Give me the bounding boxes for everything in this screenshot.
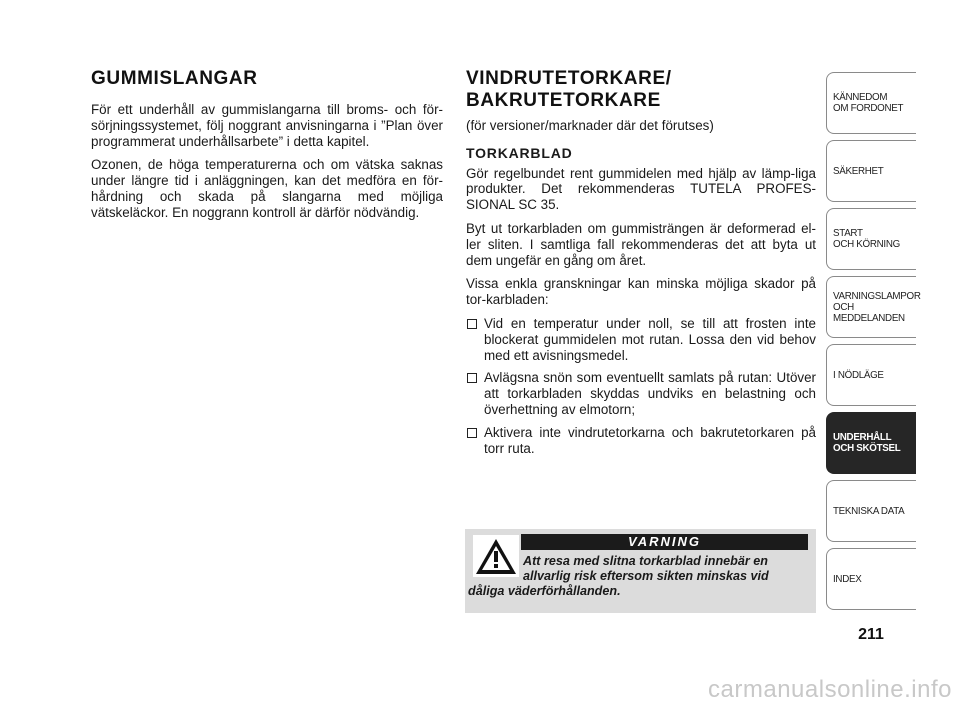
- tab-kannedom[interactable]: KÄNNEDOM OM FORDONET: [826, 72, 916, 134]
- tab-index[interactable]: INDEX: [826, 548, 916, 610]
- title-line: VINDRUTETORKARE/: [466, 68, 672, 89]
- list-item: Avlägsna snön som eventuellt samlats på rutan: Utöver att torkarbladen skyddas undviks en belastning och överhettning av elmotorn;: [466, 370, 816, 417]
- tab-sakerhet[interactable]: SÄKERHET: [826, 140, 916, 202]
- tab-tekniska-data[interactable]: TEKNISKA DATA: [826, 480, 916, 542]
- right-column: [466, 68, 816, 463]
- paragraph: Vissa enkla granskningar kan minska möjliga skador på tor-karbladen:: [466, 276, 816, 308]
- section-title-gummislangar: GUMMISLANGAR: [91, 68, 258, 89]
- tab-start[interactable]: START OCH KÖRNING: [826, 208, 916, 270]
- paragraph: Gör regelbundet rent gummidelen med hjälp av lämp-liga produkter. Det rekommenderas TUTELA PROFES-SIONAL SC 35.: [466, 165, 816, 213]
- page-number: 211: [858, 626, 884, 643]
- watermark: carmanualsonline.info: [708, 676, 952, 703]
- checkbox-bullet-icon: [467, 428, 477, 438]
- title-line: BAKRUTETORKARE: [466, 90, 661, 111]
- chapter-tabs: [826, 72, 921, 616]
- list-item: Vid en temperatur under noll, se till att frosten inte blockerat gummidelen mot rutan. Lossa den vid behov med ett avisningsmedel.: [466, 316, 816, 363]
- section-heading-torkarblad: TORKARBLAD: [466, 144, 573, 161]
- tab-underhall[interactable]: UNDERHÅLL OCH SKÖTSEL: [826, 412, 916, 474]
- tab-i-nodlage[interactable]: I NÖDLÄGE: [826, 344, 916, 406]
- warning-box: [465, 529, 816, 613]
- checkbox-bullet-icon: [467, 319, 477, 329]
- checkbox-bullet-icon: [467, 373, 477, 383]
- paragraph: Ozonen, de höga temperaturerna och om vätska saknas under längre tid i anläggningen, kan det medföra en för-hårdning och skada på slangarna med möjliga vätskeläckor. En noggrann kontroll är därför nödvändig.: [91, 157, 443, 220]
- tab-varningslampor[interactable]: VARNINGSLAMPOR OCH MEDDELANDEN: [826, 276, 916, 338]
- left-column: [91, 68, 443, 229]
- list-item: Aktivera inte vindrutetorkarna och bakrutetorkaren på torr ruta.: [466, 425, 816, 457]
- subtitle: (för versioner/marknader där det förutses): [466, 118, 714, 133]
- paragraph: För ett underhåll av gummislangarna till broms- och för-sörjningssystemet, följ noggrant anvisningarna i ”Plan över programmerat underhållsarbete” i detta kapitel.: [91, 102, 443, 149]
- bullet-list: [466, 316, 816, 456]
- section-title-torkare: [466, 68, 816, 112]
- warning-text: Att resa med slitna torkarblad innebär en allvarlig risk eftersom sikten minskas vid dåliga väderförhållanden.: [468, 554, 769, 598]
- paragraph: Byt ut torkarbladen om gummisträngen är deformerad el-ler sliten. I samtliga fall rekommenderas det att byta ut dem ungefär en gång om året.: [466, 220, 816, 268]
- warning-label: VARNING: [521, 534, 808, 550]
